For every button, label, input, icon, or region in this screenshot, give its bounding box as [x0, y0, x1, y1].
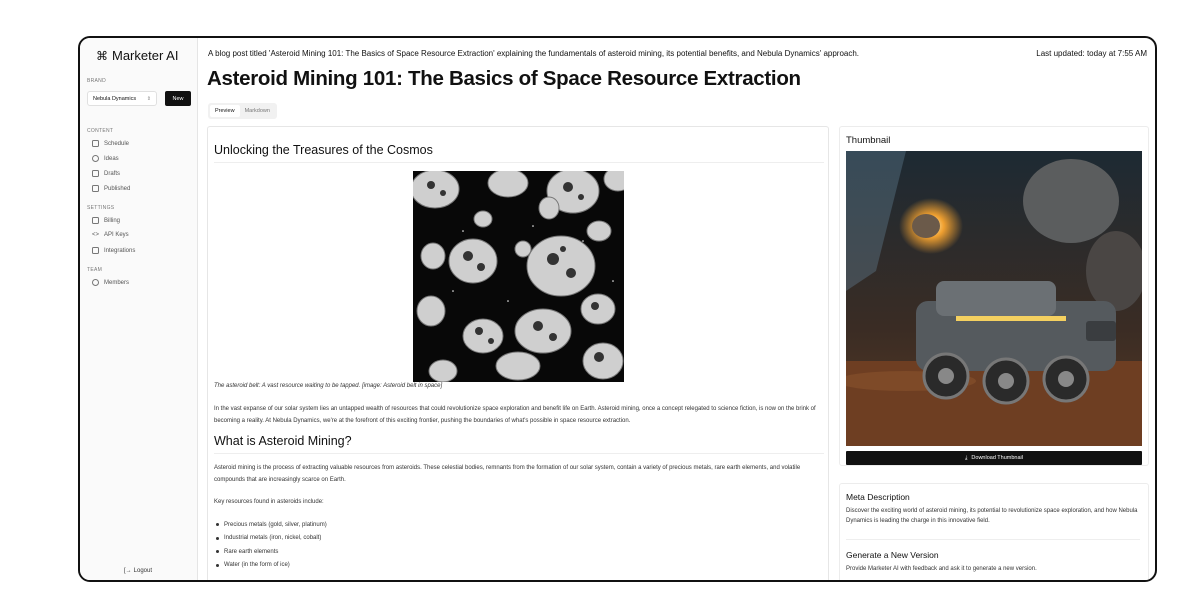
sidebar-item-integrations[interactable]: [92, 247, 135, 254]
new-button[interactable]: New: [165, 91, 191, 106]
divider: [846, 539, 1140, 540]
page-title: Asteroid Mining 101: The Basics of Space Resource Extraction: [207, 67, 801, 90]
app-name: Marketer AI: [112, 48, 179, 63]
sidebar-item-label: Integrations: [104, 247, 136, 254]
sidebar: [80, 38, 198, 580]
sidebar-item-api-keys[interactable]: [92, 232, 129, 238]
sidebar-item-billing[interactable]: [92, 217, 120, 224]
image-caption: The asteroid belt: A vast resource waiting to be tapped. [image: Asteroid belt in space]: [214, 383, 443, 389]
content-section-label: CONTENT: [87, 128, 114, 134]
tab-markdown[interactable]: Markdown: [244, 108, 270, 114]
article-heading-2: What is Asteroid Mining?: [214, 434, 352, 448]
list-item: Water (in the form of ice): [214, 559, 327, 573]
post-description: A blog post titled 'Asteroid Mining 101: The Basics of Space Resource Extraction' explaining the fundamentals of asteroid mining, its potential benefits, and Nebula Dynamics' approach.: [208, 49, 860, 58]
sidebar-item-label: Members: [104, 279, 130, 286]
sidebar-item-drafts[interactable]: [92, 170, 120, 177]
sidebar-item-published[interactable]: [92, 185, 130, 192]
settings-section-label: SETTINGS: [87, 205, 115, 211]
calendar-icon: [92, 140, 99, 147]
logout-label: Logout: [133, 568, 153, 574]
app-logo[interactable]: [96, 48, 178, 63]
last-updated: Last updated: today at 7:55 AM: [1036, 49, 1147, 58]
sidebar-item-members[interactable]: [92, 279, 129, 286]
brand-section-label: BRAND: [87, 78, 107, 84]
document-edit-icon: [92, 170, 99, 177]
chevron-updown-icon: ⇕: [146, 95, 151, 102]
asteroid-belt-image: [413, 171, 624, 382]
sidebar-item-label: Schedule: [104, 140, 130, 147]
list-item: Rare earth elements: [214, 545, 327, 559]
sidebar-item-label: Ideas: [104, 155, 119, 162]
generate-version-text: Provide Marketer AI with feedback and ask it to generate a new version.: [846, 566, 1037, 572]
credit-card-icon: [92, 217, 99, 224]
thumbnail-title: Thumbnail: [846, 135, 891, 146]
divider: [214, 453, 824, 454]
brand-select-value: Nebula Dynamics: [93, 95, 137, 102]
code-icon: <>: [92, 232, 100, 238]
logo-icon: ⌘: [96, 48, 108, 63]
generate-version-title: Generate a New Version: [846, 550, 939, 560]
lightbulb-icon: [92, 155, 99, 162]
resource-list: [214, 518, 327, 572]
sidebar-item-label: Billing: [104, 217, 121, 224]
article-paragraph: In the vast expanse of our solar system lies an untapped wealth of resources that could revolutionize space exploration and benefit life on Earth. Asteroid mining, once a concept relegated to science fiction, is now on the brink of becoming a reality. At Nebula Dynamics, we're at the forefront of this exciting frontier, pushing the boundaries of what's possible in space resource extraction.: [214, 406, 816, 424]
sidebar-item-schedule[interactable]: [92, 140, 129, 147]
meta-description-title: Meta Description: [846, 492, 910, 502]
logout-button[interactable]: [124, 568, 152, 574]
list-item: Industrial metals (iron, nickel, cobalt): [214, 532, 327, 546]
sidebar-item-label: API Keys: [104, 232, 129, 238]
article-heading-1: Unlocking the Treasures of the Cosmos: [214, 143, 433, 157]
view-tabs: [208, 103, 277, 119]
list-item: Precious metals (gold, silver, platinum): [214, 518, 327, 532]
article-paragraph: Asteroid mining is the process of extracting valuable resources from asteroids. These celestial bodies, remnants from the formation of our solar system, contain a variety of precious metals, rare earth elements, and volatile compounds that are increasingly scarce on Earth.: [214, 465, 801, 483]
logout-icon: [→: [124, 568, 132, 574]
brand-select[interactable]: [87, 91, 157, 106]
sidebar-item-label: Drafts: [104, 170, 121, 177]
download-thumbnail-button[interactable]: [846, 451, 1142, 465]
puzzle-icon: [92, 247, 99, 254]
article-paragraph: Key resources found in asteroids include:: [214, 499, 324, 505]
meta-description-text: Discover the exciting world of asteroid mining, its potential to revolutionize space exploration, and how Nebula Dynamics is leading the charge in this innovative field.: [846, 508, 1138, 524]
sidebar-item-ideas[interactable]: [92, 155, 119, 162]
thumbnail-card: [839, 126, 1149, 466]
team-section-label: TEAM: [87, 267, 103, 273]
sidebar-item-label: Published: [104, 185, 131, 192]
download-icon: ⤓: [964, 454, 968, 461]
article-preview[interactable]: [207, 126, 829, 582]
app-window: [78, 36, 1157, 582]
asteroid-belt-illustration: [413, 171, 624, 382]
meta-card: [839, 483, 1149, 582]
thumbnail-image: [846, 151, 1142, 446]
download-thumbnail-label: Download Thumbnail: [971, 455, 1023, 461]
mining-rover-illustration: [846, 151, 1142, 446]
users-icon: [92, 279, 99, 286]
divider: [214, 162, 824, 163]
tab-preview[interactable]: Preview: [210, 105, 240, 117]
document-check-icon: [92, 185, 99, 192]
